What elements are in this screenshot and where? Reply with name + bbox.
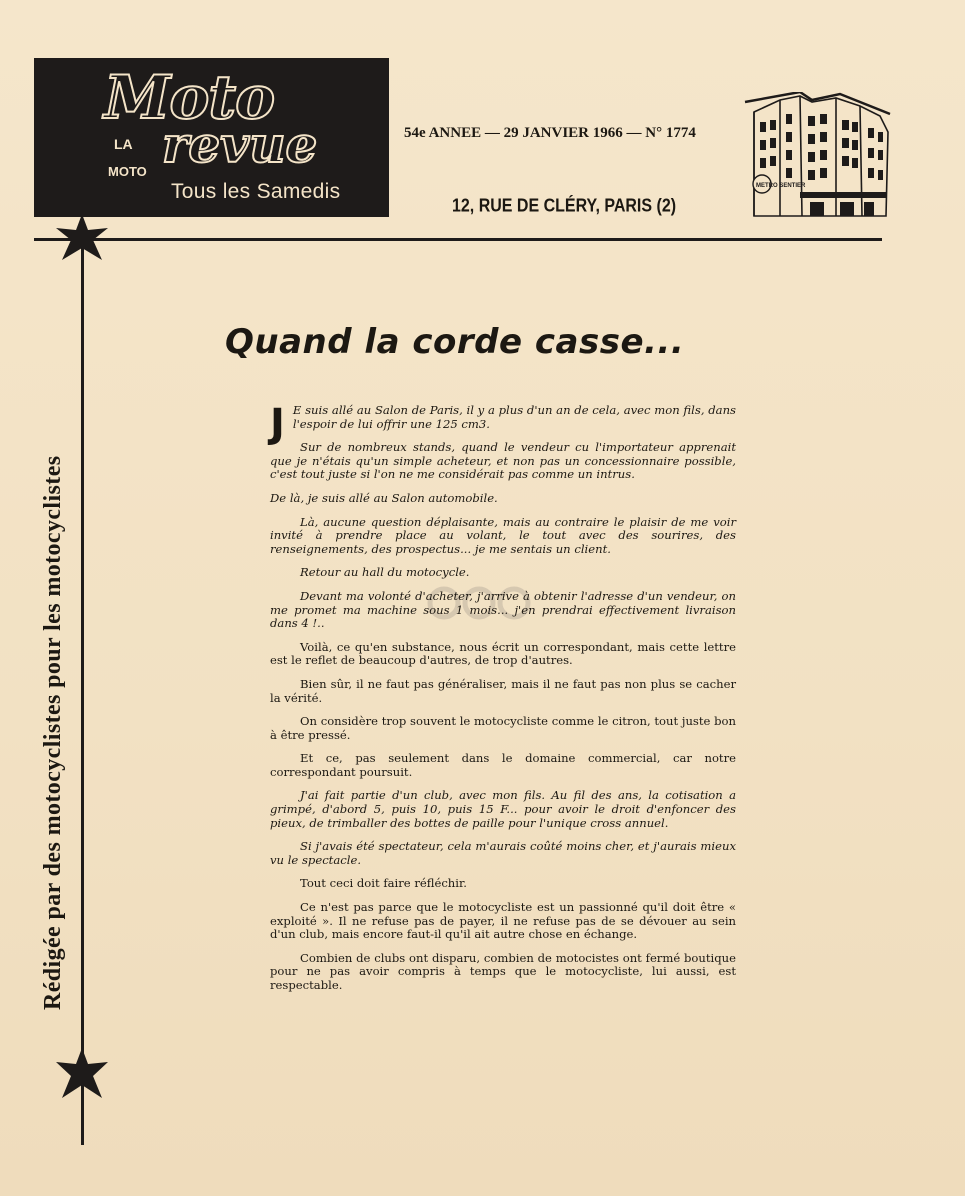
masthead-tagline: Tous les Samedis (171, 180, 341, 203)
article-paragraph: Bien sûr, il ne faut pas généraliser, mais il ne faut pas non plus se cacher la vérité. (270, 676, 736, 705)
article-paragraph: Et ce, pas seulement dans le domaine commercial, car notre correspondant poursuit. (270, 751, 736, 779)
article-paragraph: Si j'avais été spectateur, cela m'aurais coûté moins cher, et j'aurais mieux vu le spectacle. (270, 839, 736, 867)
article-paragraph: J'ai fait partie d'un club, avec mon fils. Au fil des ans, la cotisation a grimpé, d'abord 5, puis 10, puis 15 F... pour avoir le droit d'enfoncer des pieux, de trimballer des bottes de paille pour l'unique cross annuel. (270, 788, 736, 830)
article-dropcap: J (270, 401, 285, 447)
article-paragraph: Tout ceci doit faire réfléchir. (300, 876, 467, 891)
masthead-revue: revue (162, 115, 318, 174)
building-sign: METRO SENTIER (756, 183, 806, 189)
article-paragraph: Combien de clubs ont disparu, combien de motocistes ont fermé boutique pour ne pas avoir compris à temps que le motocycliste, lui aussi, est respectable. (270, 950, 736, 992)
article-paragraph: Sur de nombreux stands, quand le vendeur cu l'importateur apprenait que je n'étais qu'un simple acheteur, et non pas un concessionnaire possible, c'est tout juste si l'on ne me considérait pas comme un intrus. (270, 440, 736, 482)
masthead-moto: Moto (104, 63, 275, 133)
header-rule (34, 238, 882, 241)
masthead-logo (34, 58, 389, 217)
article-headline: Quand la corde casse... (225, 322, 685, 362)
article-paragraph: Retour au hall du motocycle. (300, 565, 470, 580)
article-paragraph: On considère trop souvent le motocycliste comme le citron, tout juste bon à être pressé. (270, 714, 736, 742)
address-line: 12, RUE DE CLÉRY, PARIS (2) (452, 196, 677, 217)
article-paragraph: Là, aucune question déplaisante, mais au contraire le plaisir de me voir invité à prendre place au volant, le tout avec des sourires, des renseignements, des prospectus... je me sentais un client. (270, 514, 736, 556)
article-paragraph: Devant ma volonté d'acheter, j'arrive à obtenir l'adresse d'un vendeur, on me promet ma machine sous 1 mois... j'en prendrai effectivement livraison dans 4 !.. (270, 588, 736, 631)
article-paragraph: J E suis allé au Salon de Paris, il y a plus d'un an de cela, avec mon fils, dans l'espoir de lui offrir une 125 cm3. (270, 401, 736, 447)
article-paragraph: Voilà, ce qu'en substance, nous écrit un correspondant, mais cette lettre est le reflet de beaucoup d'autres, de trop d'autres. (270, 639, 736, 668)
sidebar-rule (81, 240, 84, 1145)
masthead-la: LA (114, 136, 133, 152)
article-paragraph: Ce n'est pas parce que le motocycliste est un passionné qu'il doit être « exploité ». Il ne refuse pas de payer, il ne refuse pas de se dévouer au sein d'un club, mais encore faut-il qu'il ait autre chose en échange. (270, 900, 736, 942)
issue-line: 54e ANNEE — 29 JANVIER 1966 — N° 1774 (404, 125, 696, 141)
masthead-moto-small: MOTO (108, 164, 147, 179)
star-icon (52, 1046, 112, 1102)
sidebar-vertical-text: Rédigée par des motocyclistes pour les motocyclistes (40, 455, 66, 1010)
article-body (270, 401, 736, 1003)
building-illustration (740, 92, 900, 220)
article-paragraph: De là, je suis allé au Salon automobile. (270, 490, 498, 505)
star-icon (52, 212, 112, 264)
